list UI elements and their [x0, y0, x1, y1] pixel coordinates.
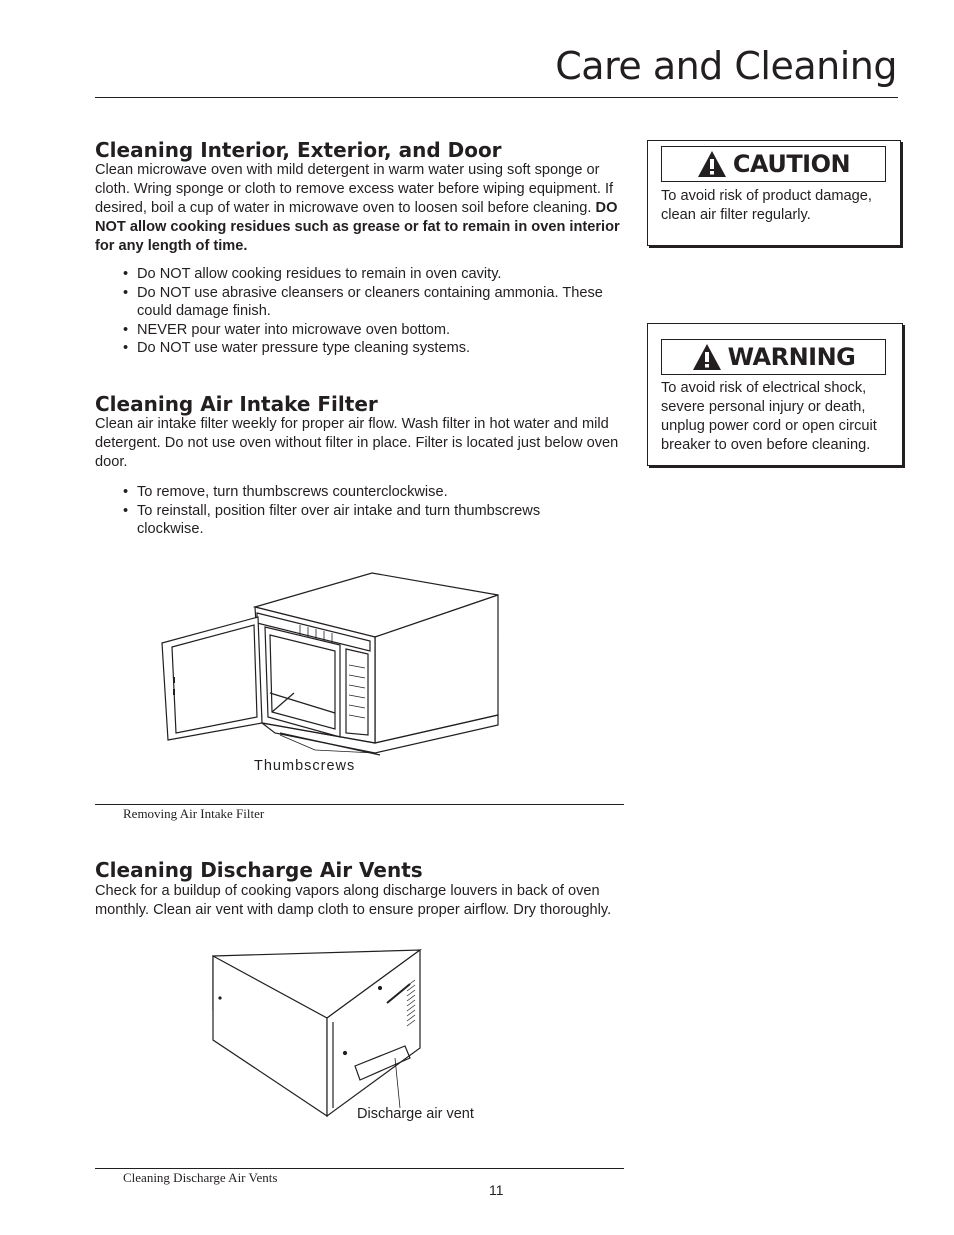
caution-text: To avoid risk of product damage, clean air filter regularly. — [661, 188, 872, 223]
filter-bullet-list — [123, 483, 578, 539]
interior-paragraph — [95, 161, 625, 256]
list-item: • To reinstall, position filter over air intake and turn thumbscrews clockwise. — [123, 502, 578, 539]
warning-label: WARNING — [727, 343, 856, 371]
list-item: • Do NOT allow cooking residues to remain in oven cavity. — [123, 265, 603, 284]
discharge-vent-label: Discharge air vent — [357, 1106, 474, 1122]
warning-callout — [647, 323, 903, 466]
heading-air-intake-filter: Cleaning Air Intake Filter — [95, 392, 378, 416]
list-item: • To remove, turn thumbscrews counterclockwise. — [123, 483, 578, 502]
figure-caption: Cleaning Discharge Air Vents — [123, 1170, 278, 1185]
warning-triangle-icon — [697, 150, 727, 178]
caution-label: CAUTION — [732, 150, 851, 178]
warning-triangle-icon — [692, 343, 722, 371]
page-number: 11 — [489, 1182, 504, 1198]
microwave-open-door-illustration — [150, 565, 510, 760]
list-item: • Do NOT use water pressure type cleaning systems. — [123, 339, 603, 358]
warning-text: To avoid risk of electrical shock, severe personal injury or death, unplug power cord or open circuit breaker to oven before cleaning. — [661, 380, 877, 453]
interior-paragraph-bold: DO NOT allow cooking residues such as grease or fat to remain in oven interior for any length of time. — [95, 200, 620, 254]
vents-paragraph: Check for a buildup of cooking vapors along discharge louvers in back of oven monthly. Clean air vent with damp cloth to ensure proper airflow. Dry thoroughly. — [95, 883, 612, 918]
heading-cleaning-interior: Cleaning Interior, Exterior, and Door — [95, 138, 502, 162]
page-title: Care and Cleaning — [555, 44, 897, 88]
interior-bullet-list — [123, 265, 603, 358]
heading-discharge-air-vents: Cleaning Discharge Air Vents — [95, 858, 423, 882]
warning-banner — [661, 339, 886, 375]
caution-banner — [661, 146, 886, 182]
figure-caption: Removing Air Intake Filter — [123, 806, 265, 821]
list-item: • Do NOT use abrasive cleansers or cleaners containing ammonia. These could damage finish. — [123, 284, 603, 321]
caution-callout — [647, 140, 901, 246]
microwave-rear-vent-illustration — [205, 948, 435, 1120]
figure-caption-divider — [95, 804, 624, 805]
figure-caption-divider — [95, 1168, 624, 1169]
list-item: • NEVER pour water into microwave oven bottom. — [123, 321, 603, 340]
thumbscrews-label: Thumbscrews — [254, 758, 356, 774]
interior-paragraph-text: Clean microwave oven with mild detergent in warm water using soft sponge or cloth. Wring sponge or cloth to remove excess water before wiping equipment. If desired, boil a cup of water in microwave oven to loosen soil before cleaning. — [95, 162, 614, 216]
title-divider — [95, 97, 898, 98]
filter-paragraph: Clean air intake filter weekly for proper air flow. Wash filter in hot water and mild detergent. Do not use oven without filter in place. Filter is located just below oven door. — [95, 416, 619, 470]
